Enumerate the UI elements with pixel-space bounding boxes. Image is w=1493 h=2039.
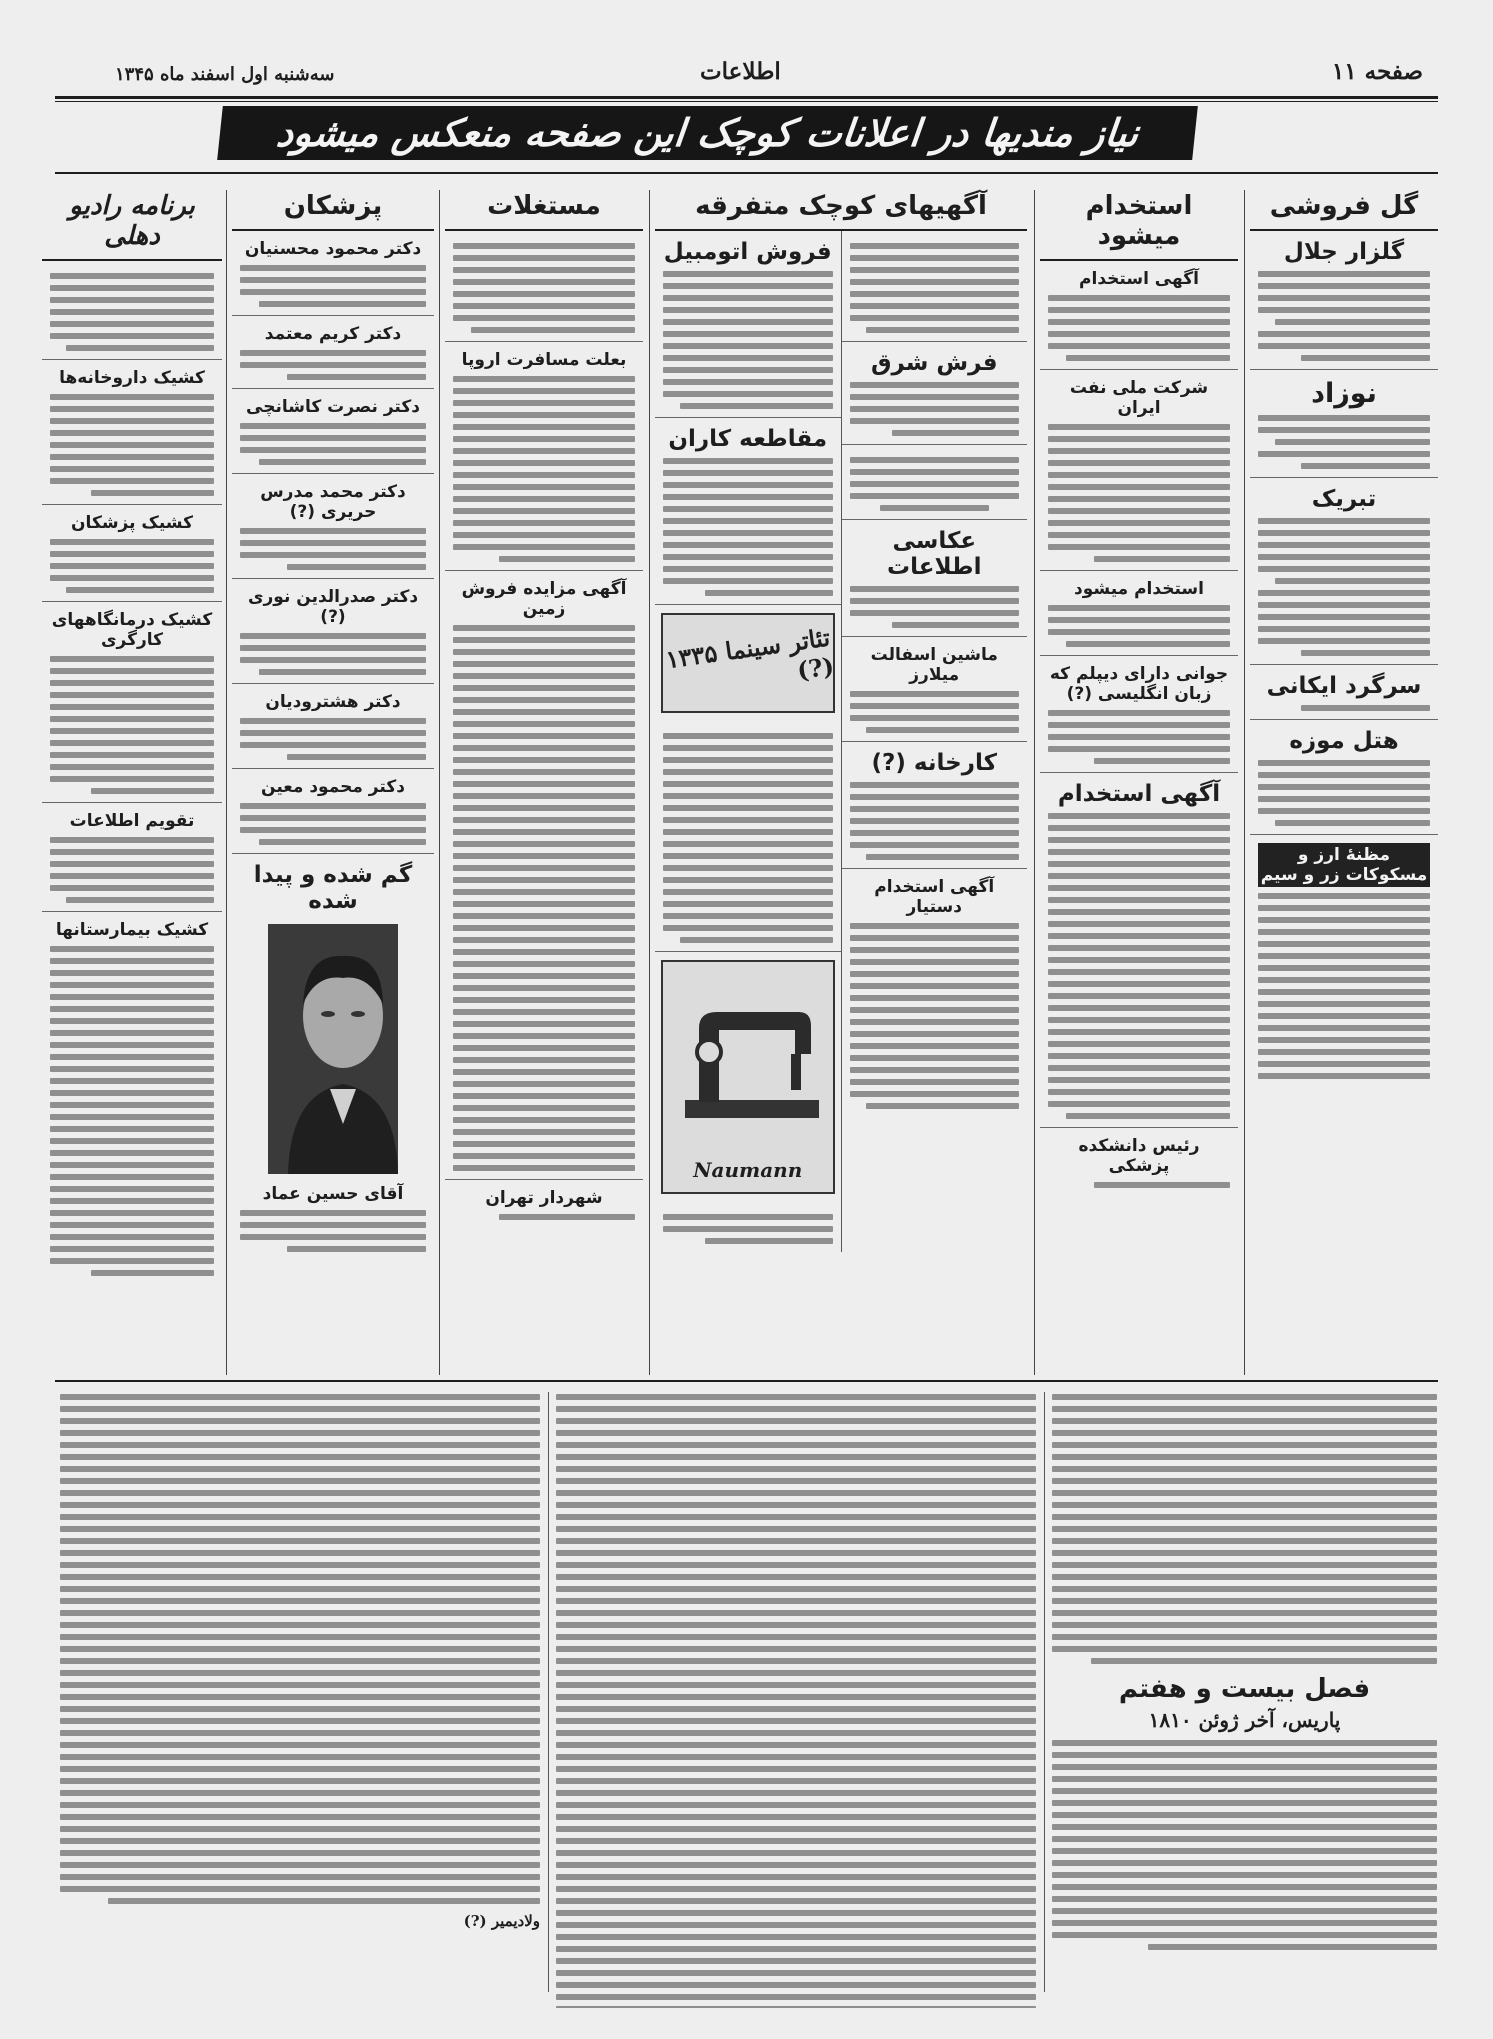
ad-title: دکتر محمود معین xyxy=(261,777,405,797)
serial-column-3 xyxy=(60,1388,540,2008)
banner-rule xyxy=(55,172,1438,174)
ad-title: دکتر نصرت کاشانچی xyxy=(246,397,420,417)
column-divider xyxy=(649,190,650,1375)
brand-label: Naumann xyxy=(693,1158,803,1182)
ad-title: آگهی استخدام دستیار xyxy=(874,877,995,917)
ad-title: فرش شرق xyxy=(870,350,998,376)
classifieds-body xyxy=(655,231,1027,1252)
ad-title: شرکت ملی نفت ایران xyxy=(1069,378,1209,418)
serial-divider xyxy=(1044,1392,1045,1992)
ad-title: آگهی استخدام xyxy=(1057,781,1221,807)
ad-block xyxy=(842,445,1028,520)
serial-rule xyxy=(55,1380,1438,1382)
date-line: سه‌شنبه اول اسفند ماه ۱۳۴۵ xyxy=(115,64,335,85)
ad-title: نوزاد xyxy=(1311,378,1377,409)
ad-title: شهردار تهران xyxy=(485,1188,603,1208)
header-rule xyxy=(55,96,1438,99)
column-divider xyxy=(439,190,440,1375)
ad-block xyxy=(232,231,434,316)
ad-block xyxy=(232,474,434,579)
ad-block xyxy=(232,579,434,684)
ad-block xyxy=(445,1180,643,1228)
ad-block xyxy=(1040,656,1238,773)
portrait-image xyxy=(268,924,398,1174)
ad-block xyxy=(445,342,643,571)
ad-title: کارخانه (?) xyxy=(871,750,997,776)
cinema-ad-text: تئاتر سینما ۱۳۳۵ (?) xyxy=(664,622,836,686)
ad-block xyxy=(1250,478,1438,665)
column-divider xyxy=(1034,190,1035,1375)
column-title: مستغلات xyxy=(445,185,643,231)
ad-title: عکاسی اطلاعات xyxy=(887,528,982,580)
serial-column-1 xyxy=(1052,1388,1437,2008)
ad-block xyxy=(842,231,1028,342)
ad-title: کشیک پزشکان xyxy=(71,513,193,533)
ad-block xyxy=(232,684,434,769)
ad-block xyxy=(42,602,222,803)
ad-block xyxy=(655,721,841,952)
serial-divider xyxy=(548,1392,549,1992)
ad-block xyxy=(1250,231,1438,370)
ad-title: بعلت مسافرت اروپا xyxy=(461,350,627,370)
ad-title: هتل موزه xyxy=(1289,728,1399,754)
ad-block xyxy=(1040,370,1238,571)
column-classifieds xyxy=(655,185,1027,1378)
ad-title: فروش اتومبیل xyxy=(663,239,832,265)
ad-title: دکتر کریم معتمد xyxy=(264,324,402,344)
ad-title: کشیک درمانگاههای کارگری xyxy=(51,610,213,650)
sewing-machine-icon xyxy=(677,988,827,1138)
ad-block xyxy=(1040,1128,1238,1196)
serial-part-subtitle: پاریس، آخر ژوئن ۱۸۱۰ xyxy=(1148,1708,1341,1732)
column-divider xyxy=(226,190,227,1375)
ad-title: سرگرد ایکانی xyxy=(1266,673,1422,699)
column-flowers xyxy=(1250,185,1438,1378)
serial-part-title: فصل بیست و هفتم xyxy=(1118,1674,1371,1704)
ad-title: آگهی استخدام xyxy=(1079,269,1199,289)
ad-block xyxy=(445,571,643,1180)
ad-title: مظنهٔ ارز و مسکوکات زر و سیم xyxy=(1258,843,1430,887)
ad-title: مقاطعه کاران xyxy=(668,426,828,452)
serial-signature: ولادیمیر (?) xyxy=(463,1912,540,1930)
ad-block xyxy=(842,869,1028,1117)
portrait-photo xyxy=(268,924,398,1174)
ad-title: جوانی دارای دیپلم که زبان انگلیسی (?) xyxy=(1049,664,1229,704)
ad-block xyxy=(1250,720,1438,835)
lost-found-block xyxy=(232,854,434,1260)
ad-title: تقویم اطلاعات xyxy=(69,811,195,831)
ad-block xyxy=(232,769,434,854)
ad-block xyxy=(842,637,1028,742)
page-banner: نیاز مندیها در اعلانات کوچک این صفحه منعکس میشود xyxy=(219,108,1195,158)
ad-title: کشیک داروخانه‌ها xyxy=(59,368,205,388)
ad-block xyxy=(1040,261,1238,370)
serial-column-2 xyxy=(556,1388,1036,2008)
ad-block xyxy=(232,316,434,389)
ad-block xyxy=(445,231,643,342)
paper-name: اطلاعات xyxy=(700,58,781,85)
ad-block xyxy=(842,342,1028,445)
currency-table xyxy=(1250,835,1438,1087)
ad-title: دکتر هشترودیان xyxy=(265,692,401,712)
ad-title: گلزار جلال xyxy=(1283,239,1405,265)
ad-block xyxy=(42,505,222,602)
ad-block xyxy=(1040,773,1238,1128)
column-title: استخدام میشود xyxy=(1040,185,1238,261)
column-program xyxy=(42,185,222,1378)
header-rule-thin xyxy=(55,101,1438,102)
portrait-caption: آقای حسین عماد xyxy=(262,1184,404,1204)
ad-title: رئیس دانشکده پزشکی xyxy=(1078,1136,1200,1176)
column-title: آگهیهای کوچک متفرقه xyxy=(655,185,1027,231)
classifieds-subcolumn-right xyxy=(841,231,1028,1252)
column-real-estate xyxy=(445,185,643,1378)
column-employment xyxy=(1040,185,1238,1378)
classifieds-subcolumn-left xyxy=(655,231,841,1252)
ad-title: ماشین اسفالت میلارز xyxy=(870,645,998,685)
sewing-machine-ad xyxy=(661,960,835,1194)
ad-title: استخدام میشود xyxy=(1074,579,1204,599)
cinema-ad xyxy=(661,613,835,713)
ad-block xyxy=(1250,370,1438,478)
column-title: گل فروشی xyxy=(1250,185,1438,231)
column-title: پزشکان xyxy=(232,185,434,231)
column-title: برنامه رادیو دهلی xyxy=(42,185,222,261)
ad-block xyxy=(1040,571,1238,656)
ad-block xyxy=(655,1202,841,1252)
ad-title: آگهی مزایده فروش زمین xyxy=(461,579,627,619)
ad-title: دکتر محمود محسنیان xyxy=(244,239,422,259)
ad-title: تبریک xyxy=(1311,486,1377,512)
ad-block xyxy=(42,360,222,505)
ad-block xyxy=(1250,665,1438,720)
ad-block xyxy=(232,389,434,474)
page-number: صفحه ۱۱ xyxy=(1331,58,1423,85)
ad-title: دکتر صدرالدین نوری (?) xyxy=(247,587,419,627)
ad-title: دکتر محمد مدرس حریری (?) xyxy=(260,482,406,522)
column-divider xyxy=(1244,190,1245,1375)
ad-block xyxy=(655,231,841,418)
ad-block xyxy=(842,742,1028,869)
lost-found-title: گم شده و پیدا شده xyxy=(253,862,413,914)
column-doctors xyxy=(232,185,434,1378)
ad-title: کشیک بیمارستانها xyxy=(55,920,209,940)
ad-block xyxy=(42,803,222,912)
ad-block xyxy=(842,520,1028,637)
ad-block xyxy=(42,261,222,360)
ad-block xyxy=(655,418,841,605)
ad-block xyxy=(42,912,222,1284)
